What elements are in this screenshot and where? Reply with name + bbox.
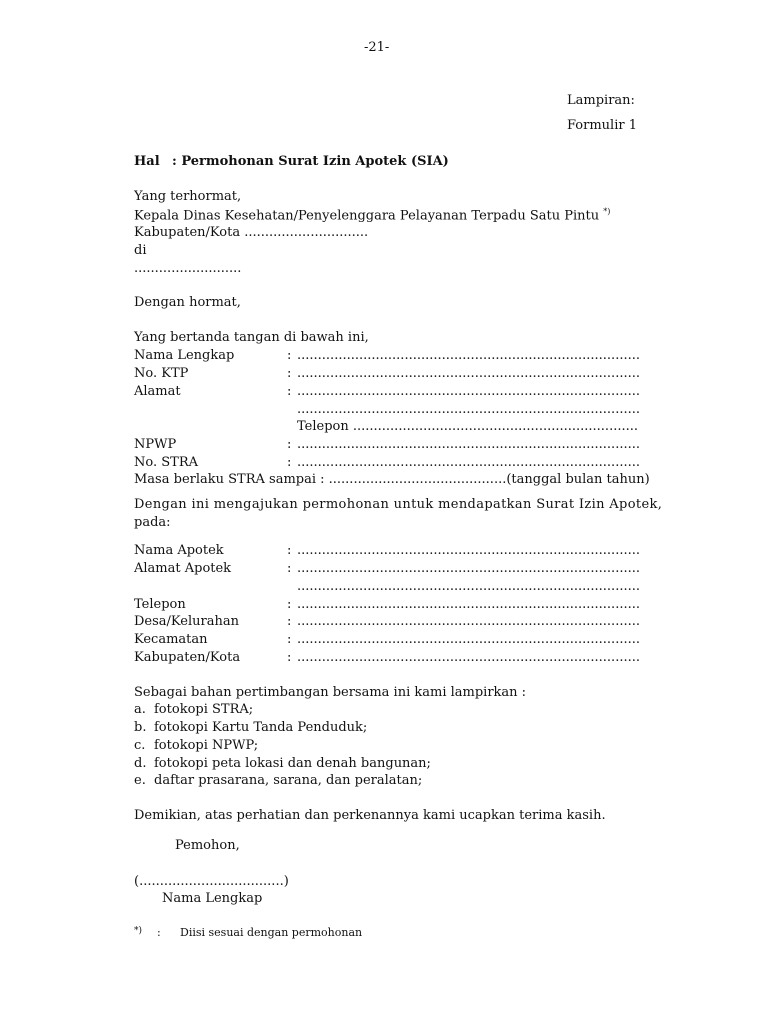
signature-name: Nama Lengkap [162, 891, 263, 906]
attachment-marker: d. [134, 756, 147, 771]
request-line2: pada: [134, 515, 171, 530]
addressee-line3: di [134, 243, 147, 258]
field-value-nama-apotek: ................................................................................... [297, 543, 640, 558]
field-label-no-stra: No. STRA [134, 455, 198, 470]
field-colon: : [287, 632, 292, 647]
field-label-nama-apotek: Nama Apotek [134, 543, 224, 558]
field-value-telepon: ................................................................................... [297, 597, 640, 612]
attachment-item: fotokopi Kartu Tanda Penduduk; [154, 720, 368, 735]
attachment-item: fotokopi NPWP; [154, 738, 259, 753]
field-label-alamat: Alamat [134, 384, 181, 399]
footnote-text: Diisi sesuai dengan permohonan [180, 926, 363, 939]
hal-label: Hal [134, 154, 160, 169]
field-label-telepon: Telepon [134, 597, 186, 612]
field-colon: : [287, 614, 292, 629]
field-value-kecamatan: ................................................................................... [297, 632, 640, 647]
addressee-line4: .......................... [134, 261, 242, 276]
request-line1: Dengan ini mengajukan permohonan untuk mendapatkan Surat Izin Apotek, [134, 497, 663, 512]
attachment-marker: e. [134, 773, 146, 788]
field-colon: : [287, 384, 292, 399]
attachments-intro: Sebagai bahan pertimbangan bersama ini kami lampirkan : [134, 685, 527, 700]
hal-subject: : Permohonan Surat Izin Apotek (SIA) [172, 154, 449, 169]
pemohon-label: Pemohon, [175, 838, 240, 853]
field-label-kabupaten-kota: Kabupaten/Kota [134, 650, 241, 665]
footnote-colon: : [157, 926, 161, 939]
masa-berlaku-line: Masa berlaku STRA sampai : ...........................................(tanggal bulan tahun) [134, 472, 650, 487]
signature-line: (...................................) [134, 874, 289, 889]
addressee-line1 [134, 207, 610, 223]
field-colon: : [287, 597, 292, 612]
field-value-no-stra: ................................................................................... [297, 455, 640, 470]
attachment-item: daftar prasarana, sarana, dan peralatan; [154, 773, 423, 788]
field-value-alamat-apotek: ................................................................................... [297, 561, 640, 576]
footnote-mark: *) [603, 207, 611, 216]
attachment-marker: c. [134, 738, 146, 753]
salutation: Dengan hormat, [134, 295, 241, 310]
field-label-npwp: NPWP [134, 437, 177, 452]
field-value-alamat-continuation: ................................................................................... [297, 402, 640, 417]
field-label-kecamatan: Kecamatan [134, 632, 208, 647]
field-colon: : [287, 455, 292, 470]
page-number: -21- [364, 40, 390, 55]
attachment-marker: a. [134, 702, 146, 717]
attachment-item: fotokopi STRA; [154, 702, 254, 717]
field-value-alamat: ................................................................................... [297, 384, 640, 399]
field-value-nama-lengkap: ................................................................................... [297, 348, 640, 363]
field-colon: : [287, 650, 292, 665]
intro-text: Yang bertanda tangan di bawah ini, [134, 330, 369, 345]
addressee-line2: Kabupaten/Kota .............................. [134, 225, 369, 240]
field-colon: : [287, 437, 292, 452]
lampiran-label: Lampiran: [567, 93, 635, 108]
field-label-no-ktp: No. KTP [134, 366, 189, 381]
field-label-alamat-apotek: Alamat Apotek [134, 561, 232, 576]
attachment-marker: b. [134, 720, 147, 735]
field-value-alamat-apotek-continuation: ................................................................................... [297, 579, 640, 594]
field-colon: : [287, 561, 292, 576]
attachment-item: fotokopi peta lokasi dan denah bangunan; [154, 756, 431, 771]
field-value-npwp: ................................................................................... [297, 437, 640, 452]
field-label-nama-lengkap: Nama Lengkap [134, 348, 235, 363]
field-colon: : [287, 543, 292, 558]
field-colon: : [287, 366, 292, 381]
formulir-label: Formulir 1 [567, 118, 637, 133]
closing-text: Demikian, atas perhatian dan perkenannya kami ucapkan terima kasih. [134, 808, 606, 823]
greeting: Yang terhormat, [134, 189, 242, 204]
field-label-desa-kelurahan: Desa/Kelurahan [134, 614, 239, 629]
footnote-mark: *) [134, 926, 143, 936]
field-value-desa-kelurahan: ................................................................................... [297, 614, 640, 629]
field-value-no-ktp: ................................................................................... [297, 366, 640, 381]
field-colon: : [287, 348, 292, 363]
field-value-kabupaten-kota: ................................................................................... [297, 650, 640, 665]
addressee-line1-text: Kepala Dinas Kesehatan/Penyelenggara Pelayanan Terpadu Satu Pintu [134, 208, 600, 224]
field-telepon-line: Telepon ..................................................................... [297, 419, 638, 434]
